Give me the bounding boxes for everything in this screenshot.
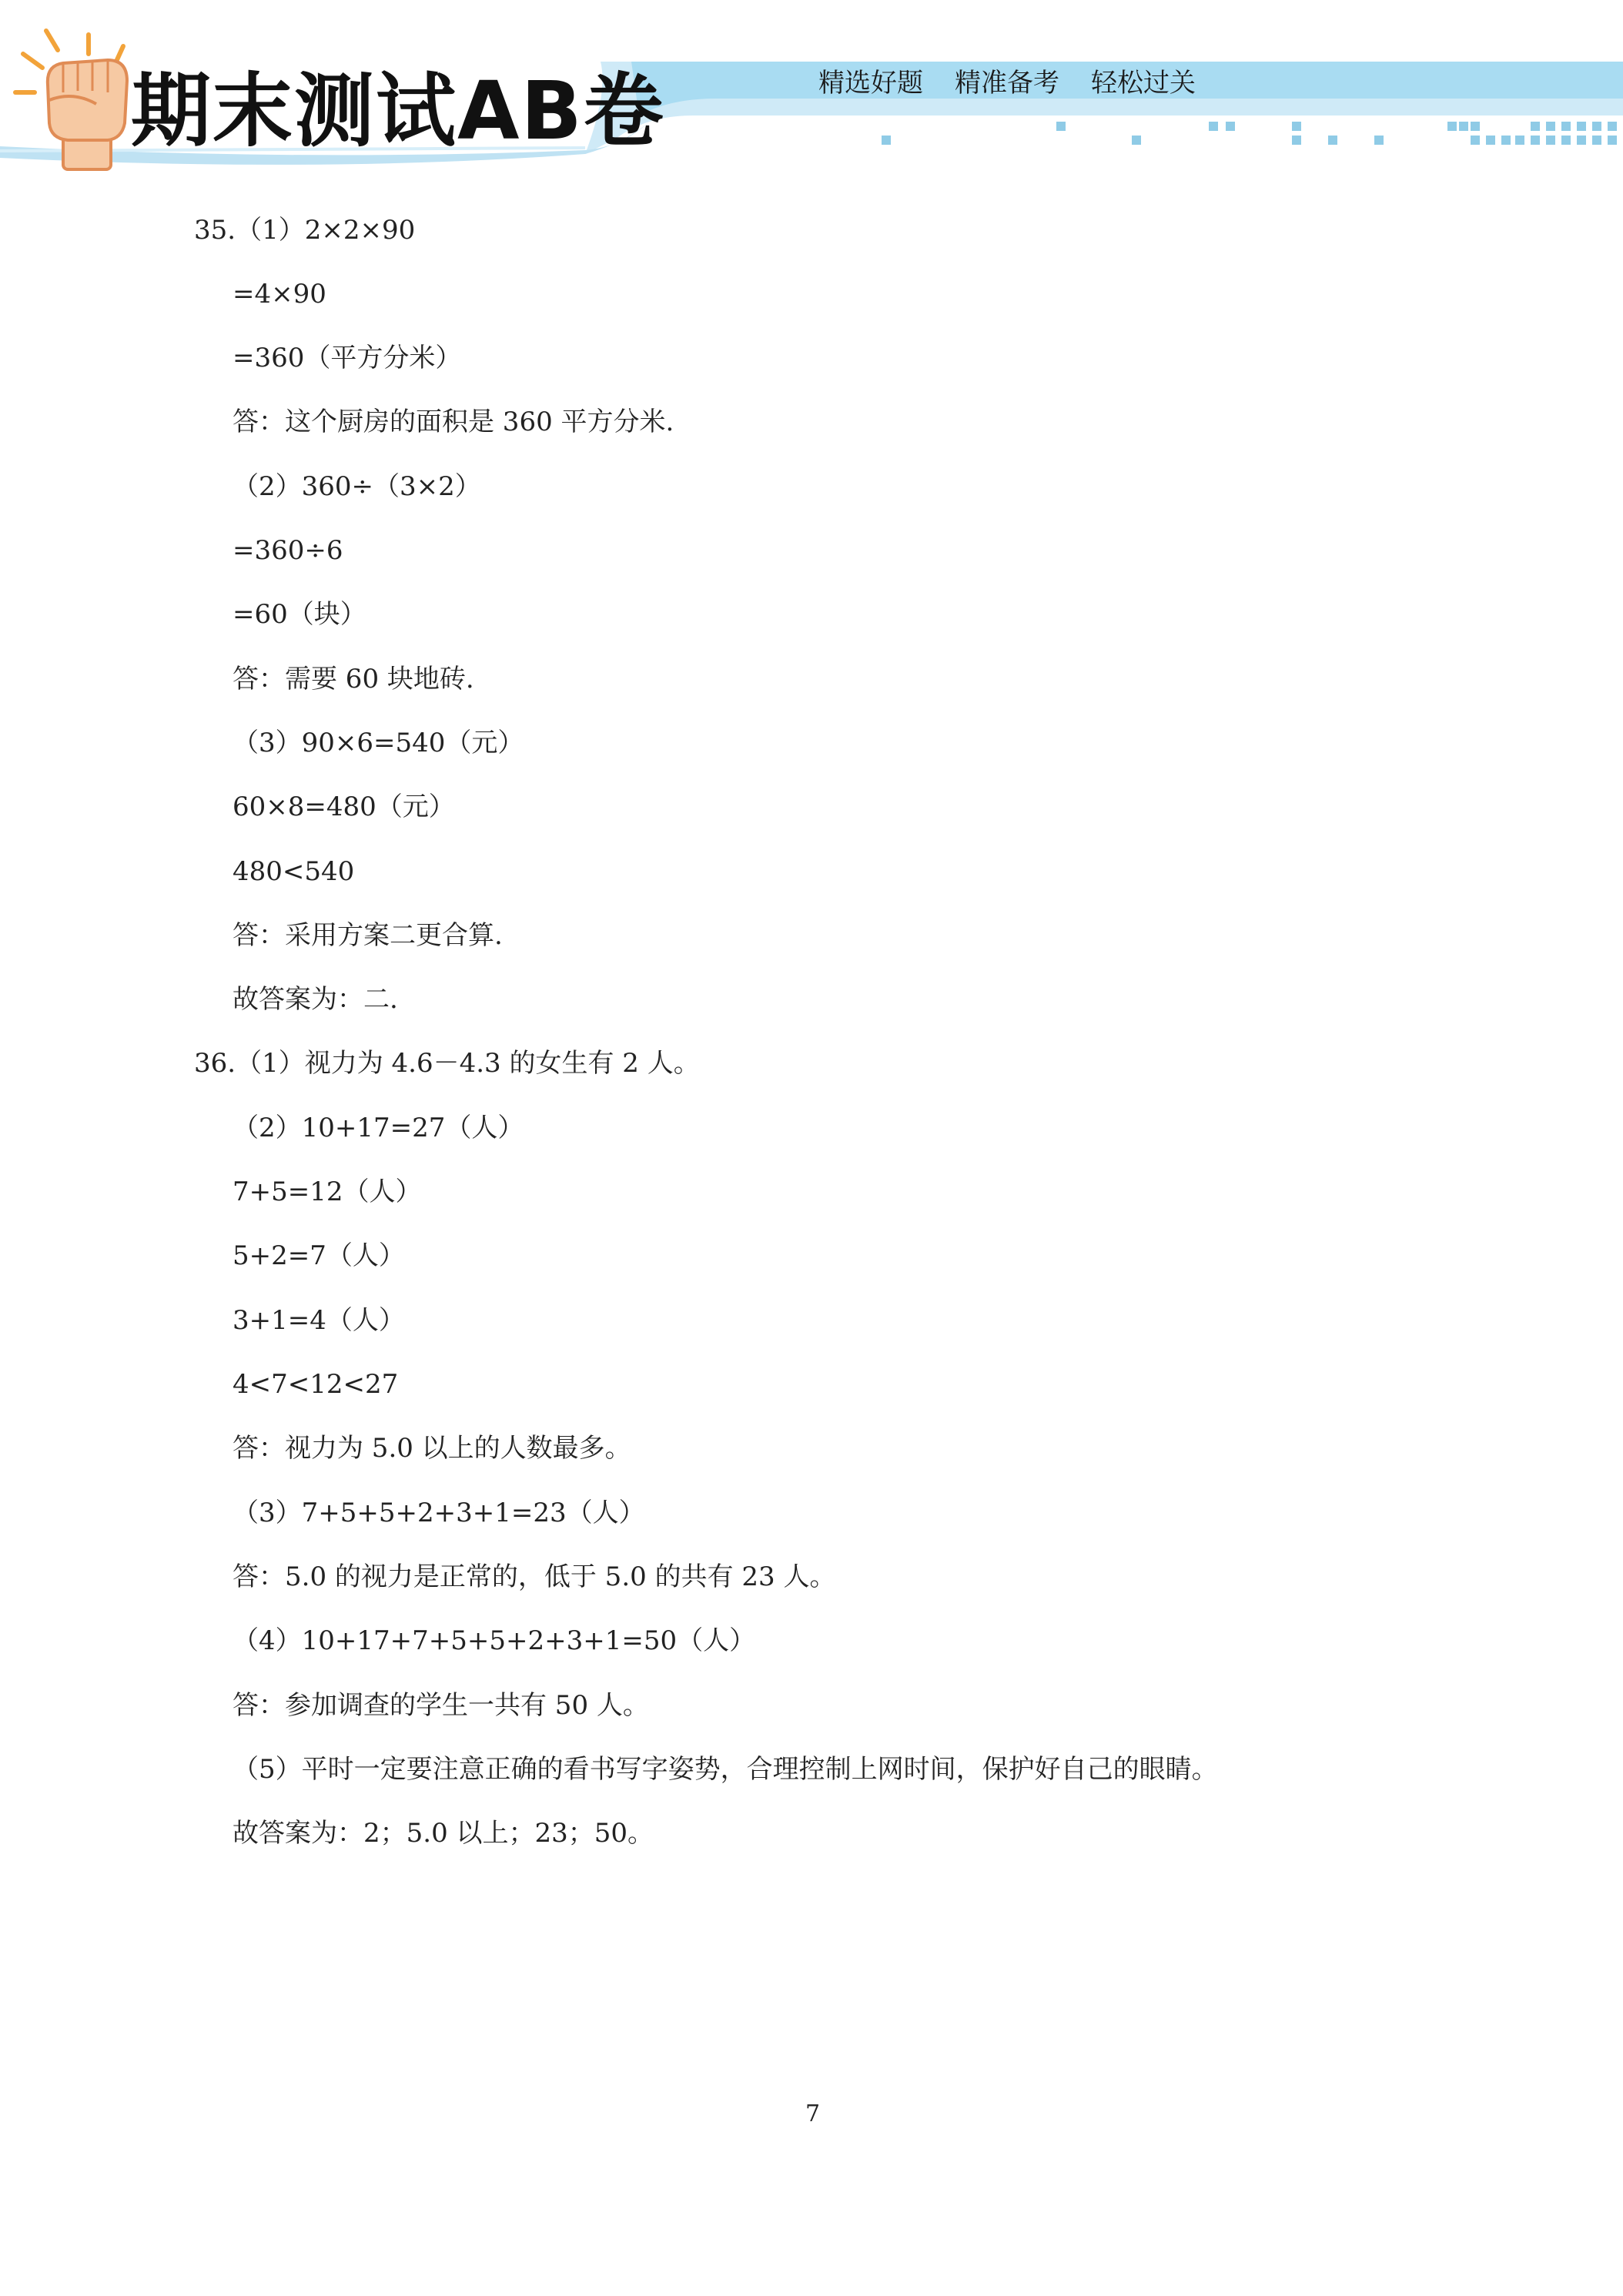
answer-line: =4×90 [233, 279, 326, 310]
answer-line: 答：采用方案二更合算. [233, 920, 503, 951]
answer-line: （3）7+5+5+2+3+1=23（人） [233, 1498, 645, 1528]
answer-line: （2）10+17=27（人） [233, 1113, 524, 1143]
answer-line: 答：这个厨房的面积是 360 平方分米. [233, 407, 674, 437]
answer-line: 答：5.0 的视力是正常的，低于 5.0 的共有 23 人。 [233, 1561, 836, 1592]
answer-line: 4<7<12<27 [233, 1369, 399, 1400]
answer-line: 故答案为：2；5.0 以上；23；50。 [233, 1818, 654, 1849]
answer-line: 3+1=4（人） [233, 1305, 405, 1336]
answer-line: 36.（1）视力为 4.6－4.3 的女生有 2 人。 [194, 1048, 700, 1079]
answer-line: 7+5=12（人） [233, 1176, 422, 1207]
answer-line: （4）10+17+7+5+5+2+3+1=50（人） [233, 1625, 756, 1656]
answer-line: 60×8=480（元） [233, 792, 455, 822]
answer-line: 5+2=7（人） [233, 1240, 405, 1271]
answer-line: 故答案为：二. [233, 984, 398, 1015]
answer-line: 35.（1）2×2×90 [194, 215, 416, 246]
slogan-1: 精选好题 [818, 68, 923, 99]
slogan-3: 轻松过关 [1091, 68, 1196, 99]
answer-line: 答：需要 60 块地砖. [233, 664, 474, 694]
answer-line: =60（块） [233, 599, 366, 630]
answer-line: 答：视力为 5.0 以上的人数最多。 [233, 1433, 631, 1464]
answer-line: （2）360÷（3×2） [233, 471, 481, 502]
page-title: 期末测试AB卷 [131, 64, 665, 158]
slogan-2: 精准备考 [955, 68, 1059, 99]
answer-line: =360（平方分米） [233, 343, 462, 373]
answer-line: 答：参加调查的学生一共有 50 人。 [233, 1690, 649, 1721]
answer-line: （3）90×6=540（元） [233, 728, 524, 758]
page-number: 7 [805, 2100, 821, 2127]
header-banner [0, 0, 1623, 177]
answer-line: （5）平时一定要注意正确的看书写字姿势，合理控制上网时间，保护好自己的眼睛。 [233, 1754, 1218, 1785]
answer-line: 480<540 [233, 856, 355, 887]
answer-line: =360÷6 [233, 535, 343, 566]
